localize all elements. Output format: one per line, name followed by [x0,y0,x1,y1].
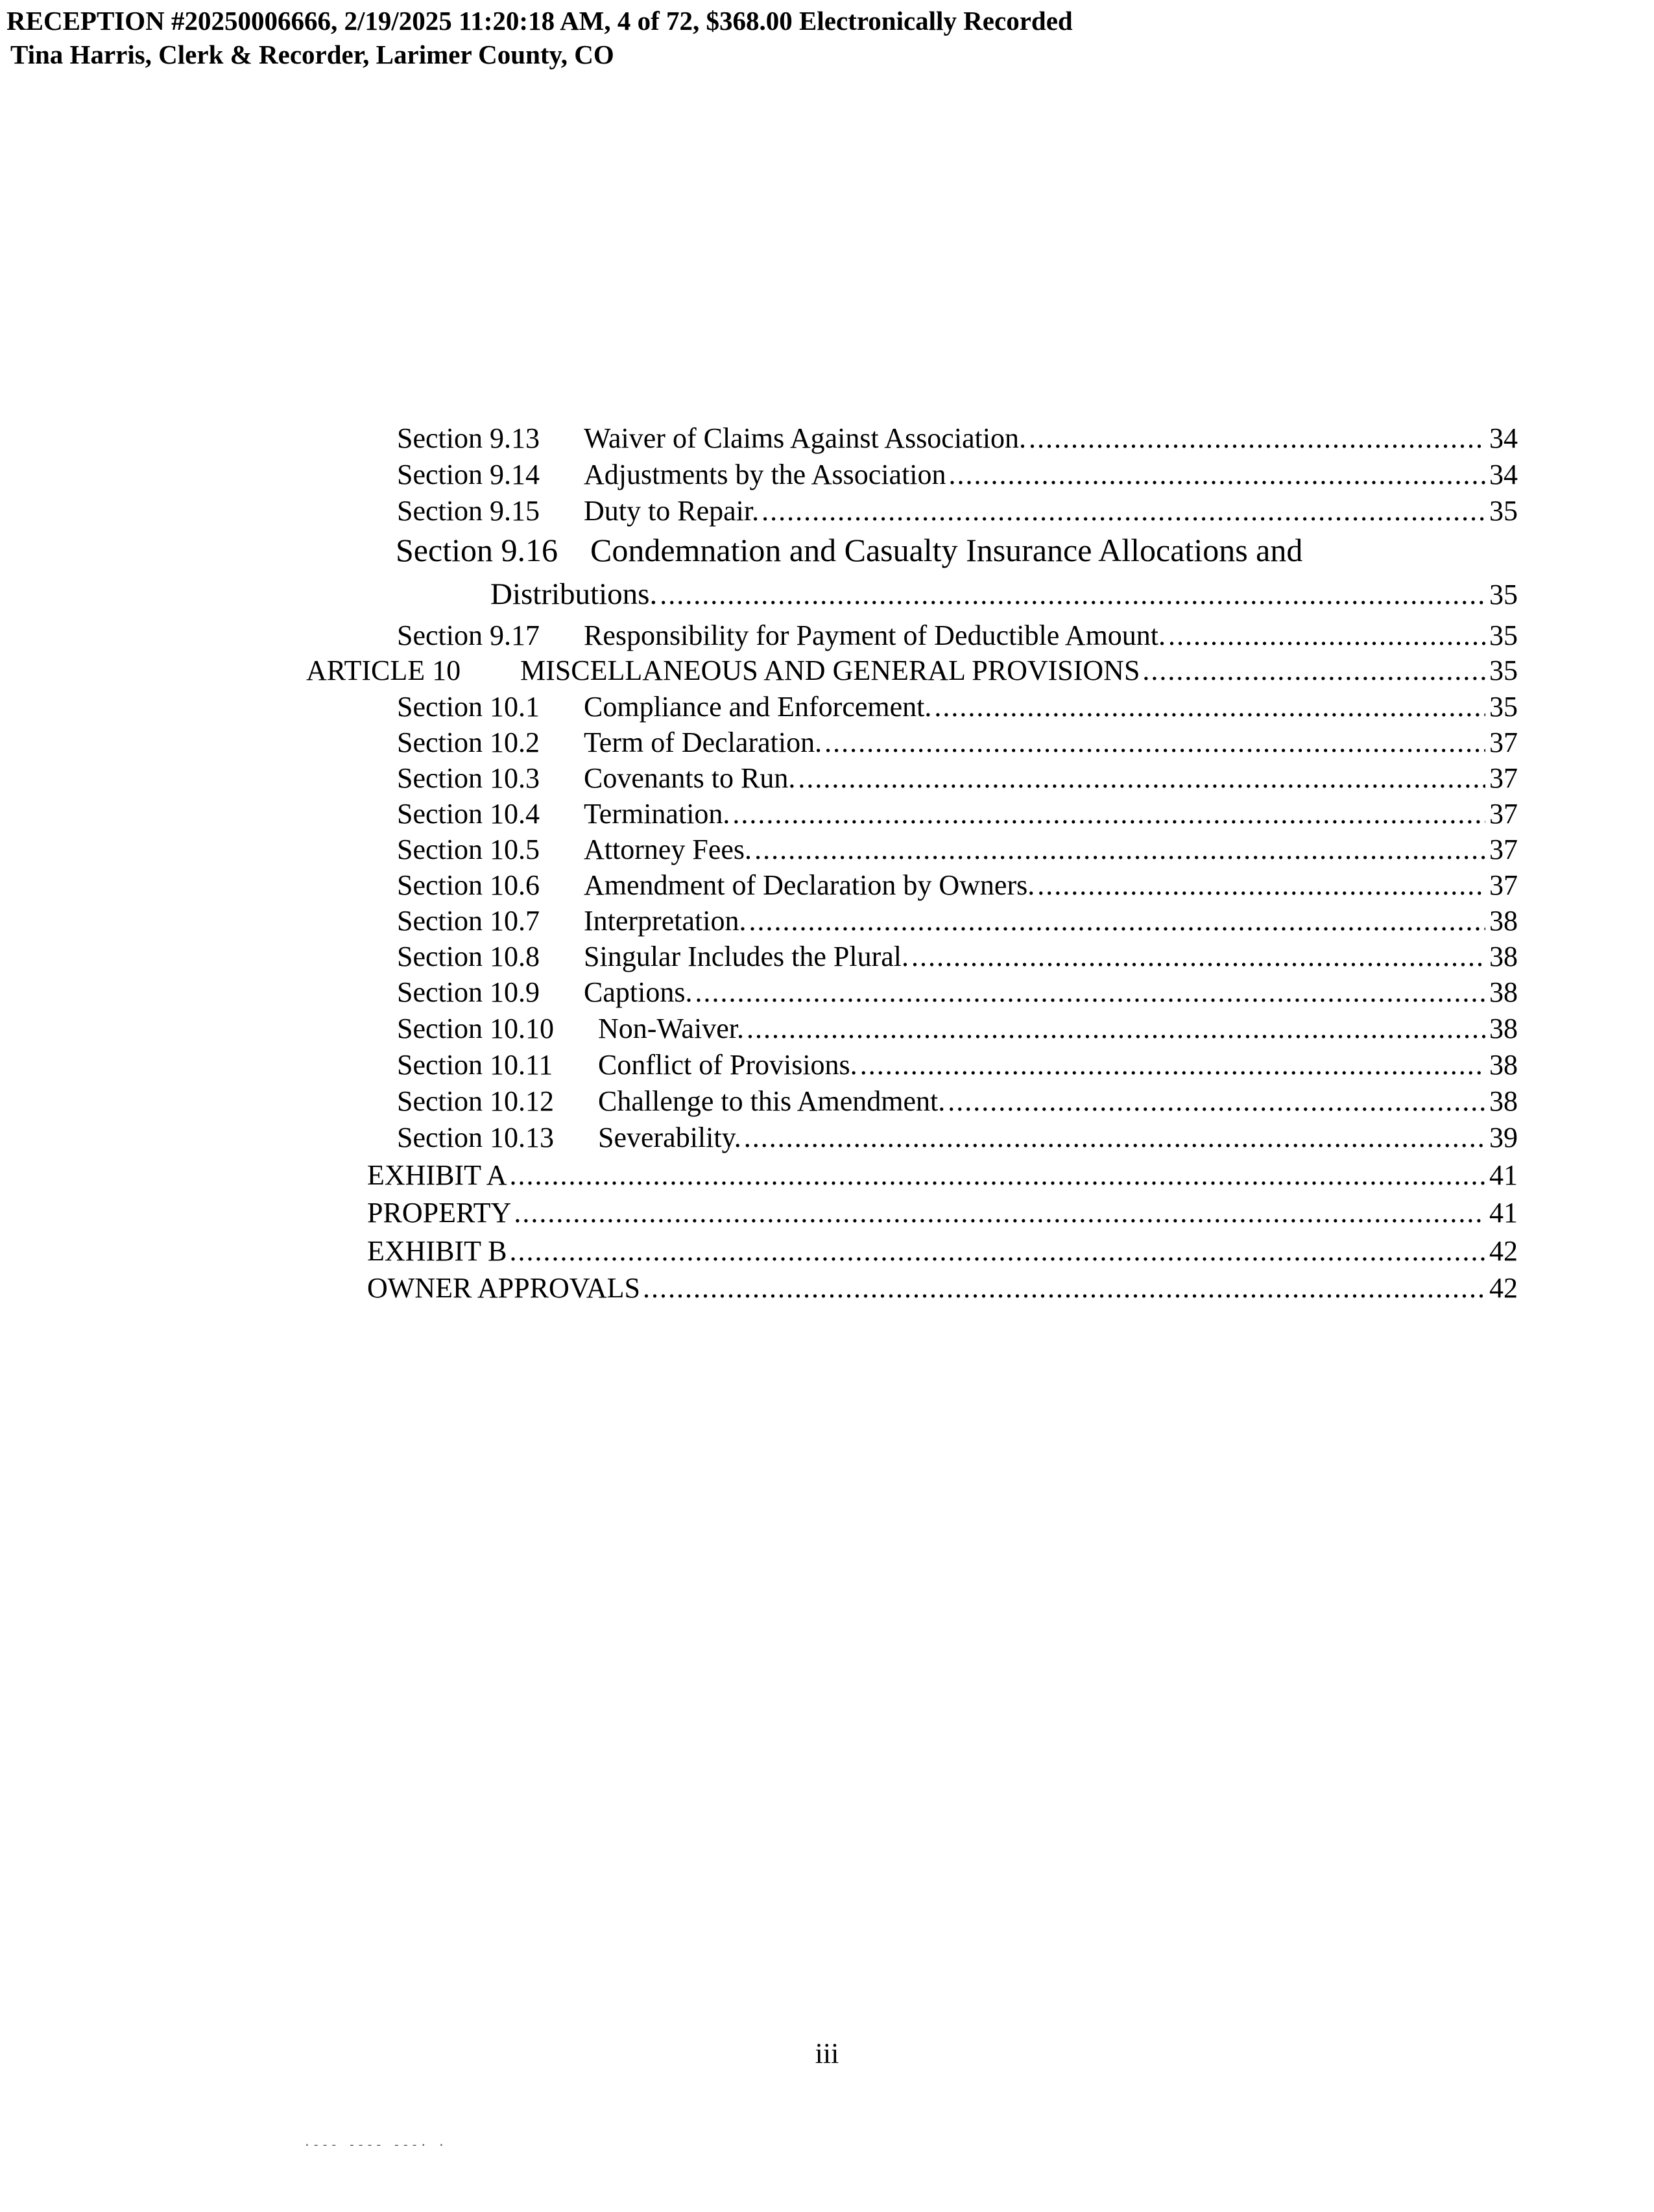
page-number: iii [815,2038,839,2069]
toc-entry-page: 34 [1489,422,1518,454]
toc-entry-page: 38 [1489,941,1518,972]
toc-entry-title-continued: Distributions. [490,577,658,611]
toc-entry-page: 35 [1489,579,1518,610]
toc-exhibit-entry [367,1159,1518,1192]
toc-entry-number: Section 10.10 [397,1013,554,1044]
toc-entry-page: 35 [1489,619,1518,651]
toc-entry-number: Section 10.3 [397,762,540,794]
toc-entry-title: Challenge to this Amendment. [598,1085,946,1117]
toc-leader-dots [732,797,1485,831]
toc-entry-title: Non-Waiver. [598,1013,744,1044]
toc-entry-number: Section 10.5 [397,834,540,865]
toc-entry [397,1048,1518,1082]
toc-leader-dots [643,1271,1485,1305]
toc-entry-title: Term of Declaration. [584,727,822,758]
toc-entry-title: EXHIBIT A [367,1159,507,1191]
toc-exhibit-entry [367,1196,1518,1230]
toc-entry-number: Section 9.15 [397,495,540,527]
toc-article-entry [306,654,1518,688]
toc-exhibit-entry [367,1271,1518,1305]
toc-entry-number: Section 10.9 [397,976,540,1008]
toc-entry-title: Severability. [598,1122,741,1153]
toc-entry [397,833,1518,867]
toc-leader-dots [934,690,1485,724]
toc-entry [397,494,1518,528]
toc-entry-title: Termination. [584,798,730,830]
toc-entry [397,458,1518,492]
toc-entry-number: Section 10.13 [397,1122,554,1153]
toc-entry-page: 35 [1489,691,1518,723]
toc-leader-dots [761,494,1485,528]
toc-entry-title: Conflict of Provisions. [598,1049,857,1081]
toc-entry [397,904,1518,938]
toc-entry [397,869,1518,902]
toc-entry [397,976,1518,1009]
toc-entry-page: 41 [1489,1159,1518,1191]
toc-entry [397,940,1518,974]
toc-entry-title: Responsibility for Payment of Deductible Amount. [584,619,1166,651]
toc-entry-title: PROPERTY [367,1197,512,1229]
toc-entry [397,422,1518,455]
toc-leader-dots [798,762,1485,795]
toc-article-title: MISCELLANEOUS AND GENERAL PROVISIONS [520,655,1140,686]
toc-leader-dots [510,1159,1485,1192]
toc-entry-page: 37 [1489,798,1518,830]
toc-entry-number: Section 10.6 [397,869,540,901]
toc-entry-number: Section 10.2 [397,727,540,758]
toc-entry-page: 35 [1489,495,1518,527]
toc-entry-page: 35 [1489,655,1518,686]
toc-entry [397,726,1518,760]
toc-entry-page: 37 [1489,834,1518,865]
recording-stamp-line-2: Tina Harris, Clerk & Recorder, Larimer County, CO [10,40,614,69]
toc-entry-number: Section 9.14 [397,459,540,490]
toc-entry [397,1085,1518,1118]
toc-leader-dots [1168,619,1485,653]
toc-entry-page: 38 [1489,976,1518,1008]
toc-entry-page: 38 [1489,1049,1518,1081]
toc-entry [397,1012,1518,1046]
toc-entry-page: 38 [1489,1085,1518,1117]
toc-entry-number: Section 10.12 [397,1085,554,1117]
toc-entry-title: Singular Includes the Plural. [584,941,909,972]
toc-leader-dots [747,1012,1485,1046]
toc-entry-title: OWNER APPROVALS [367,1272,640,1304]
toc-entry-title: Covenants to Run. [584,762,796,794]
toc-entry-number: Section 9.17 [397,619,540,651]
toc-leader-dots [860,1048,1485,1082]
toc-entry-page: 37 [1489,762,1518,794]
toc-entry-title: EXHIBIT B [367,1235,507,1267]
toc-leader-dots [660,578,1485,612]
toc-entry-title: Amendment of Declaration by Owners. [584,869,1035,901]
toc-leader-dots [1142,654,1485,688]
toc-leader-dots [1029,422,1485,455]
toc-entry-number: Section 9.13 [397,422,540,454]
toc-entry-title: Interpretation. [584,905,747,937]
toc-entry-title: Compliance and Enforcement. [584,691,932,723]
toc-entry [397,690,1518,724]
toc-entry-page: 37 [1489,869,1518,901]
toc-entry [397,1121,1518,1155]
toc-entry-page: 42 [1489,1272,1518,1304]
toc-entry-number: Section 10.4 [397,798,540,830]
toc-entry-number: Section 9.16 [396,532,558,568]
toc-leader-dots [514,1196,1485,1230]
toc-article-number: ARTICLE 10 [306,655,461,686]
toc-entry-title: Adjustments by the Association [584,459,946,490]
toc-leader-dots [695,976,1485,1009]
toc-entry [397,797,1518,831]
toc-entry-page: 42 [1489,1235,1518,1267]
toc-exhibit-entry [367,1234,1518,1268]
toc-leader-dots [911,940,1485,974]
toc-entry-page: 41 [1489,1197,1518,1229]
recording-stamp-line-1: RECEPTION #20250006666, 2/19/2025 11:20:18 AM, 4 of 72, $368.00 Electronically Recorded [6,6,1073,36]
toc-entry [396,533,1518,567]
toc-entry-title: Duty to Repair. [584,495,760,527]
toc-leader-dots [510,1234,1485,1268]
toc-entry-page: 37 [1489,727,1518,758]
toc-entry-title: Condemnation and Casualty Insurance Allocations and [590,532,1303,568]
toc-entry-number: Section 10.1 [397,691,540,723]
toc-entry-number: Section 10.11 [397,1049,553,1081]
toc-entry [397,762,1518,795]
toc-leader-dots [754,833,1485,867]
toc-entry-page: 38 [1489,1013,1518,1044]
toc-entry [397,619,1518,653]
toc-entry-number: Section 10.8 [397,941,540,972]
toc-leader-dots [949,458,1485,492]
toc-entry-title: Captions. [584,976,693,1008]
toc-leader-dots [749,904,1485,938]
toc-leader-dots [824,726,1485,760]
toc-entry-title: Attorney Fees. [584,834,752,865]
toc-entry-page: 39 [1489,1122,1518,1153]
toc-leader-dots [1037,869,1485,902]
toc-entry-page: 38 [1489,905,1518,937]
toc-leader-dots [948,1085,1485,1118]
toc-entry-number: Section 10.7 [397,905,540,937]
toc-entry-continuation [490,577,1518,612]
toc-entry-title: Waiver of Claims Against Association. [584,422,1027,454]
toc-entry-page: 34 [1489,459,1518,490]
scan-artifact-mark: ·--- ---- ---· · [304,2139,447,2152]
toc-leader-dots [744,1121,1485,1155]
